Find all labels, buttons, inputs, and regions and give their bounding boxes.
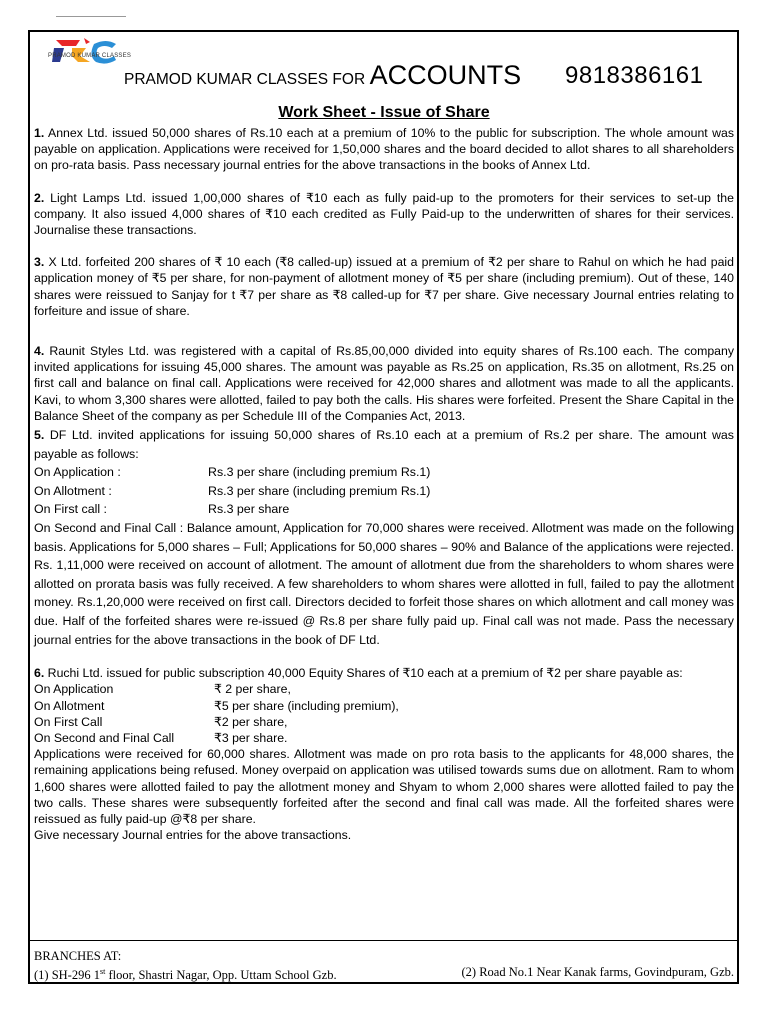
- question-number: 5.: [34, 428, 45, 443]
- branch-1-floor-suffix: st: [99, 967, 106, 976]
- payment-label: On Allotment :: [34, 483, 112, 498]
- payment-label: On Allotment: [34, 698, 105, 713]
- payment-row: [34, 730, 734, 746]
- question-body: On Second and Final Call : Balance amount, Application for 70,000 shares were received. Allotment was made on the following basis. Applications for 5,000 shares – Full; Applications for 50,000 shares – 90% and Balance of the applications were rejected. Rs. 1,11,000 were received on account of allotment. The amount of allotment due from the shareholders to whom shares were allotted on prorata basis was fully received. A few shareholders to whom shares were allotted in full, failed to pay the allotment money. Rs.1,20,000 were received on first call. Directors decided to forfeit those shares on which allotment and call money was due. Half of the forfeited shares were re-issued @ Rs.8 per share fully paid up. Final call was not made. Pass the necessary journal entries for the above transactions in the book of DF Ltd.: [34, 521, 734, 647]
- question-3: [34, 254, 734, 319]
- question-text: Light Lamps Ltd. issued 1,00,000 shares of ₹10 each as fully paid-up to the promoters for their services to set-up the company. It also issued 4,000 shares of ₹10 each credited as Fully Paid-up to the underwritten of shares for their services. Journalise these transactions.: [34, 190, 734, 238]
- institute-prefix: PRAMOD KUMAR CLASSES FOR: [124, 71, 366, 88]
- payment-label: On Application: [34, 682, 114, 697]
- payment-row: [34, 482, 734, 501]
- question-6: [34, 665, 734, 843]
- payment-value: ₹5 per share (including premium),: [214, 698, 399, 713]
- payment-label: On Application :: [34, 465, 121, 480]
- payment-value: ₹2 per share,: [214, 714, 288, 729]
- branch-1-address-rest: floor, Shastri Nagar, Opp. Uttam School Gzb.: [105, 968, 337, 983]
- question-number: 4.: [34, 344, 45, 359]
- branches-footer: [34, 948, 734, 983]
- top-rule: [56, 16, 126, 17]
- branch-1: [34, 964, 337, 983]
- institute-subject: ACCOUNTS: [369, 60, 522, 90]
- branches-heading: BRANCHES AT:: [34, 949, 122, 963]
- footer-divider: [30, 940, 737, 941]
- payment-row: [34, 681, 734, 697]
- payment-row: [34, 500, 734, 519]
- logo-subtitle: PRAMOD KUMAR CLASSES: [48, 53, 132, 59]
- payment-value: ₹3 per share.: [214, 730, 288, 745]
- payment-row: [34, 463, 734, 482]
- payment-label: On First call :: [34, 502, 107, 517]
- payment-row: [34, 714, 734, 730]
- question-1: [34, 125, 734, 174]
- question-text: X Ltd. forfeited 200 shares of ₹ 10 each (₹8 called-up) issued at a premium of ₹2 per share to Rahul on which he had paid application money of ₹5 per share, for non-payment of allotment money of ₹5 per share (including premium). Out of these, 140 shares were reissued to Sanjay for t ₹7 per share as ₹8 called-up for ₹7 per share. Give necessary Journal entries relating to forfeiture and issue of share.: [34, 255, 734, 318]
- phone-number: 9818386161: [565, 62, 704, 89]
- worksheet-content: [34, 125, 734, 843]
- payment-value: ₹ 2 per share,: [214, 682, 291, 697]
- question-4: [34, 343, 734, 424]
- question-intro: Ruchi Ltd. issued for public subscription 40,000 Equity Shares of ₹10 each at a premium of ₹2 per share payable as:: [44, 666, 683, 681]
- question-closing: Give necessary Journal entries for the above transactions.: [34, 828, 352, 843]
- question-intro: DF Ltd. invited applications for issuing 50,000 shares of Rs.10 each at a premium of Rs.2 per share. The amount was payable as follows:: [34, 428, 734, 461]
- question-number: 6.: [34, 666, 45, 681]
- payment-label: On First Call: [34, 714, 103, 729]
- question-number: 3.: [34, 255, 45, 270]
- institute-name: [124, 60, 521, 91]
- payment-value: Rs.3 per share (including premium Rs.1): [208, 465, 431, 480]
- question-text: Raunit Styles Ltd. was registered with a capital of Rs.85,00,000 divided into equity shares of Rs.100 each. The company invited applications for issuing 45,000 shares. The amount was payable as Rs.25 on application, Rs.35 on allotment, Rs.25 on first call and balance on final call. Applications were received for 42,000 shares and allotment was made to all the applicants. Kavi, to whom 3,300 shares were allotted, failed to pay both the calls. His shares were forfeited. Present the Share Capital in the Balance Sheet of the company as per Schedule III of the Companies Act, 2013.: [34, 344, 734, 423]
- question-5: [34, 426, 734, 649]
- payment-row: [34, 698, 734, 714]
- payment-label: On Second and Final Call: [34, 730, 175, 745]
- payment-value: Rs.3 per share (including premium Rs.1): [208, 483, 431, 498]
- question-number: 2.: [34, 190, 45, 205]
- worksheet-title: Work Sheet - Issue of Share: [278, 104, 490, 121]
- branch-2: (2) Road No.1 Near Kanak farms, Govindpuram, Gzb.: [461, 965, 734, 979]
- question-text: Annex Ltd. issued 50,000 shares of Rs.10 each at a premium of 10% to the public for subscription. The whole amount was payable on application. Applications were received for 1,50,000 shares and the board decided to allot shares to all shareholders on pro-rata basis. Pass necessary journal entries for the above transactions in the books of Annex Ltd.: [34, 126, 734, 173]
- payment-value: Rs.3 per share: [208, 502, 290, 517]
- question-body: Applications were received for 60,000 shares. Allotment was made on pro rota basis to the applicants for 48,000 shares, the remaining applications being refused. Money overpaid on application was utilised towards sums due on allotment. Ram to whom 1,600 shares were allotted failed to pay the allotment money and Shyam to whom 2,000 shares were allotted failed to pay the two calls. These shares were subsequently forfeited after the second and final call was made. All the forfeited shares were reissued as fully paid-up @₹8 per share.: [34, 747, 734, 826]
- question-2: [34, 190, 734, 239]
- question-number: 1.: [34, 126, 45, 140]
- branch-1-address: (1) SH-296 1: [34, 968, 100, 983]
- branches-addresses: [34, 964, 734, 983]
